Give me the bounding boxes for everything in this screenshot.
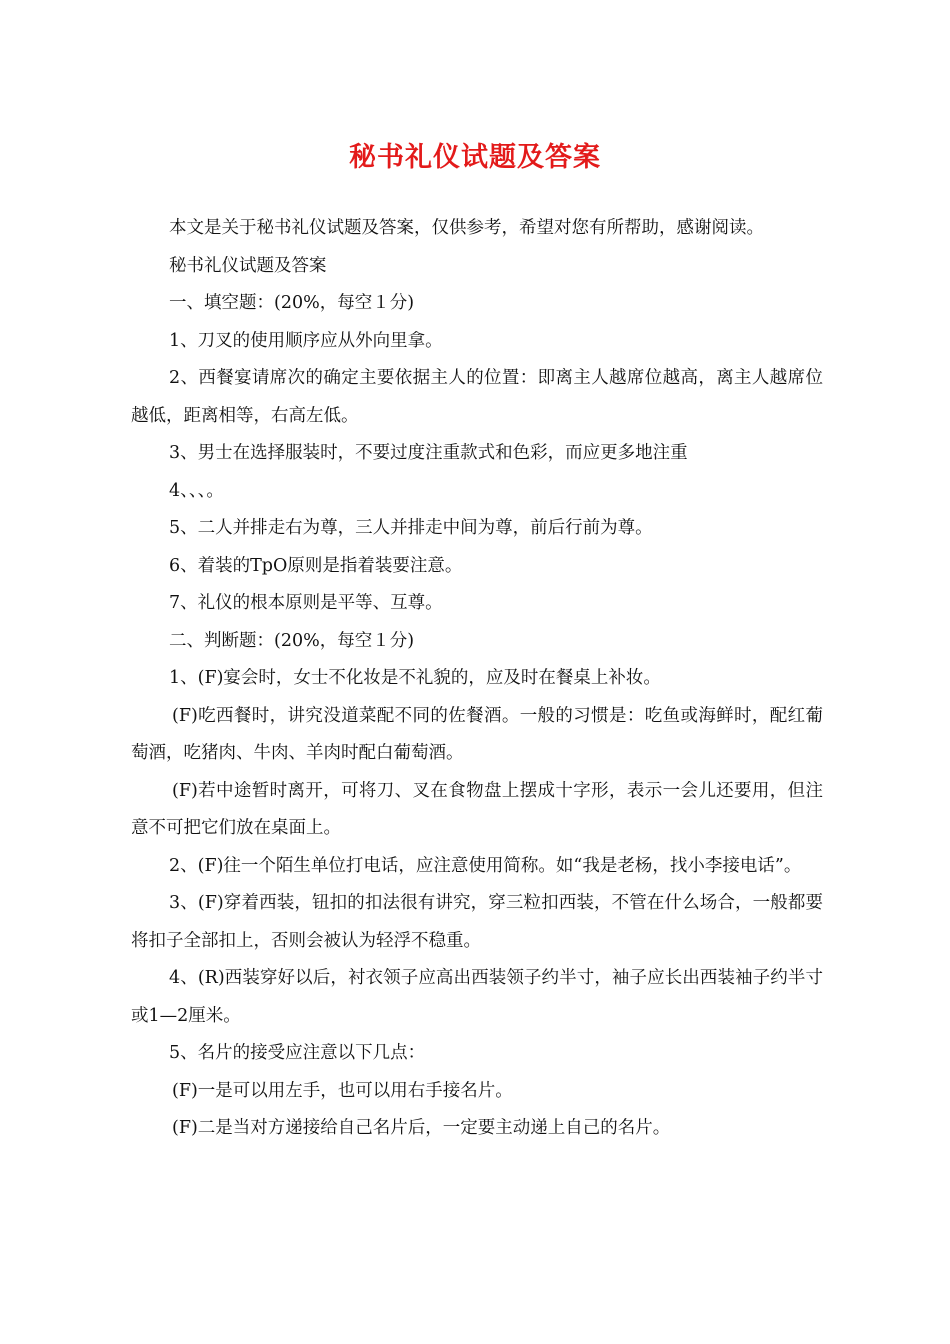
question-item: 5、名片的接受应注意以下几点： [169,1043,426,1063]
question-item: 7、礼仪的根本原则是平等、互尊。 [169,593,443,613]
question-item: 3、男士在选择服装时，不要过度注重款式和色彩，而应更多地注重 [169,443,688,463]
question-item: (F)若中途暂时离开，可将刀、叉在食物盘上摆成十字形，表示一会儿还要用，但注意不可把它们放在桌面上。 [131,780,823,838]
question-item: 2、西餐宴请席次的确定主要依据主人的位置：即离主人越席位越高，离主人越席位越低，距离相等，右高左低。 [131,368,823,426]
question-item: (F)二是当对方递接给自己名片后，一定要主动递上自己的名片。 [172,1118,671,1138]
question-item: 6、着装的TpO原则是指着装要注意。 [169,555,463,576]
question-item: 1、(F)宴会时，女士不化妆是不礼貌的，应及时在餐桌上补妆。 [169,668,661,688]
document-body [131,210,823,1148]
question-item: 5、二人并排走右为尊，三人并排走中间为尊，前后行前为尊。 [169,518,653,538]
question-item: (F)一是可以用左手，也可以用右手接名片。 [172,1080,513,1101]
section-heading-fill-blank: 一、填空题：(20%，每空１分) [169,293,415,313]
question-item: 1、刀叉的使用顺序应从外向里拿。 [169,330,443,351]
intro-paragraph: 本文是关于秘书礼仪试题及答案，仅供参考，希望对您有所帮助，感谢阅读。 [169,218,764,238]
section-heading-true-false: 二、判断题：(20%，每空１分) [169,630,415,651]
document-title: 秘书礼仪试题及答案 [349,142,601,173]
question-item: 3、(F)穿着西装，钮扣的扣法很有讲究，穿三粒扣西装，不管在什么场合，一般都要将扣子全部扣上，否则会被认为轻浮不稳重。 [131,893,823,951]
question-item: 2、(F)往一个陌生单位打电话，应注意使用简称。如“我是老杨，找小李接电话”。 [169,855,802,876]
question-item: 4、、、。 [169,480,224,501]
section-heading: 秘书礼仪试题及答案 [169,255,327,276]
question-item: 4、(R)西装穿好以后，衬衣领子应高出西装领子约半寸，袖子应长出西装袖子约半寸或1—2厘米。 [131,968,823,1026]
question-item: (F)吃西餐时，讲究没道菜配不同的佐餐酒。一般的习惯是：吃鱼或海鲜时，配红葡萄酒，吃猪肉、牛肉、羊肉时配白葡萄酒。 [131,705,823,763]
